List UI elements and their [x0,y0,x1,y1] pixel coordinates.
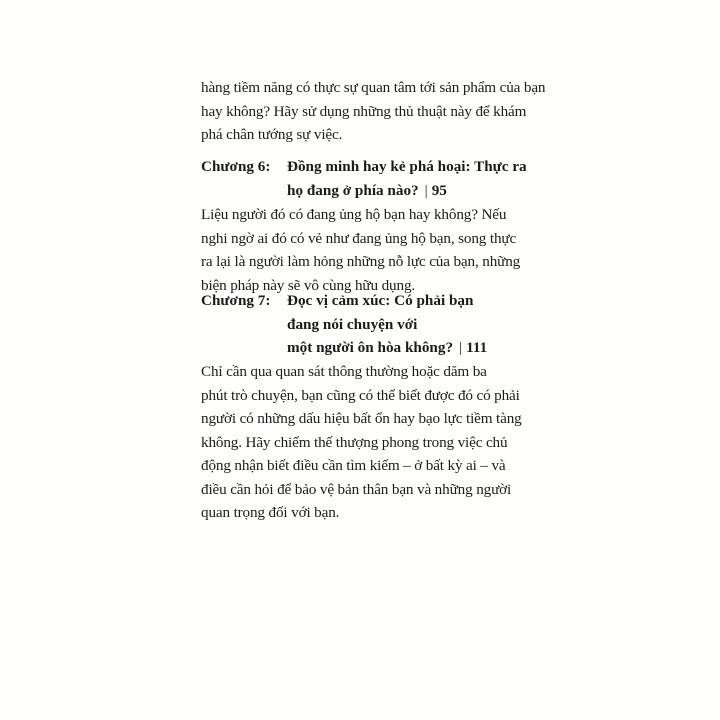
chapter-6-title-end: họ đang ở phía nào? [287,181,419,199]
description-line: Liệu người đó có đang ủng hộ bạn hay không? Nếu [201,206,507,223]
description-line: biện pháp này sẽ vô cùng hữu dụng. [201,276,416,294]
description-line: động nhận biết điều cần tìm kiếm – ở bất kỳ ai – và [201,457,506,474]
description-line: không. Hãy chiếm thế thượng phong trong việc chủ [201,433,508,451]
intro-paragraph [201,76,546,147]
description-line: người có những dấu hiệu bất ổn hay bạo lực tiềm tàng [201,410,522,427]
description-line: ra lại là người làm hỏng những nỗ lực của bạn, những [201,253,521,270]
chapter-6-title [287,155,531,202]
description-line: quan trọng đối với bạn. [201,504,340,521]
description-line: Chỉ cần qua quan sát thông thường hoặc dăm ba [201,363,487,380]
chapter-7-page-number: 111 [466,339,488,356]
chapter-7-title-line: đang nói chuyện với [287,315,418,333]
chapter-6-page-number: 95 [431,181,447,199]
chapter-6-label: Chương 6: [201,158,271,175]
intro-line: hàng tiềm năng có thực sự quan tâm tới sản phẩm của bạn [201,79,546,96]
page-separator: | [459,339,463,356]
description-line: phút trò chuyện, bạn cũng có thể biết được đó có phải [201,386,520,404]
intro-line: hay không? Hãy sử dụng những thủ thuật này để khám [201,102,527,120]
page-separator: | [424,181,428,199]
chapter-7-title-end: một người ôn hòa không? [287,339,454,356]
chapter-6-heading [201,155,531,202]
chapter-7-title-line [287,336,531,360]
chapter-6-title-line [287,179,531,203]
chapter-7-title [287,289,531,360]
chapter-7-heading [201,289,531,360]
chapter-7-label: Chương 7: [201,292,271,309]
chapter-6-description [201,203,531,297]
intro-line: phá chân tướng sự việc. [201,126,343,143]
chapter-7-title-line: Đọc vị cảm xúc: Có phải bạn [287,292,474,309]
description-line: điều cần hỏi để bảo vệ bản thân bạn và những người [201,480,512,498]
description-line: nghi ngờ ai đó có vẻ như đang ủng hộ bạn, song thực [201,229,517,247]
chapter-6-title-line: Đồng minh hay kẻ phá hoại: Thực ra [287,158,527,175]
chapter-7-description [201,360,531,525]
